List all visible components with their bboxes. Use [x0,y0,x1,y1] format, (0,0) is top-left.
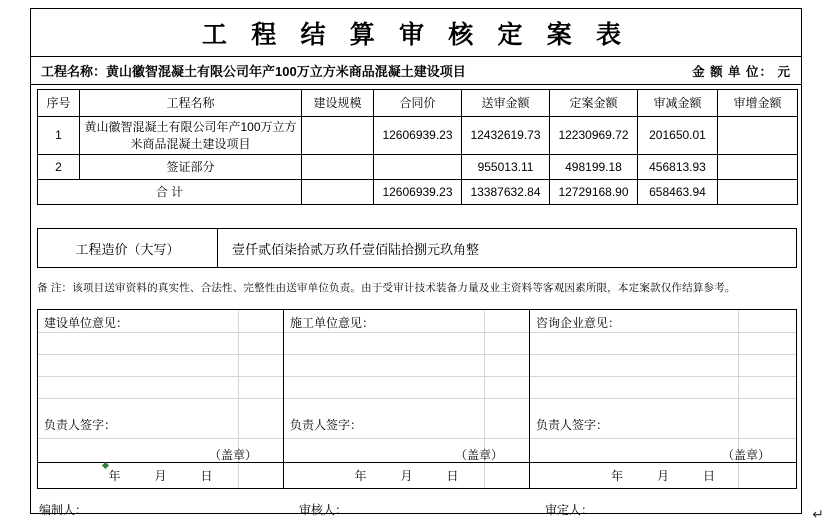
cell-increased [718,117,798,155]
subheader-row [31,57,801,85]
cell-total-contract: 12606939.23 [374,180,462,205]
page-title: 工 程 结 算 审 核 定 案 表 [201,21,630,49]
footer-signature-row [37,499,797,521]
col-header-name: 工程名称 [80,90,302,117]
opinion-signature-label: 负责人签字： [44,418,117,432]
opinion-construction-unit[interactable] [38,310,284,488]
col-header-scale: 建设规模 [302,90,374,117]
enter-icon: ↵ [812,506,824,522]
title-row [31,9,801,57]
cell-name: 签证部分 [80,155,302,180]
cell-approved: 498199.18 [550,155,638,180]
opinion-date-line [530,462,796,488]
amount-in-words-label: 工程造价（大写） [38,229,218,267]
approved-by-label: 审定人： [545,503,594,517]
table-row [38,117,798,155]
cell-total-increased [718,180,798,205]
opinion-date-line [284,462,529,488]
cell-name: 黄山徽智混凝土有限公司年产100万立方米商品混凝土建设项目 [80,117,302,155]
col-header-approved: 定案金额 [550,90,638,117]
opinion-header: 咨询企业意见： [536,316,621,330]
note-text: 备 注：该项目送审资料的真实性、合法性、完整性由送审单位负责。由于受审计技术装备力量及业主资料等客观因素所限，本定案款仅作结算参考。 [37,282,736,294]
col-header-submitted: 送审金额 [462,90,550,117]
cell-total-label: 合 计 [38,180,302,205]
cell-total-scale [302,180,374,205]
cell-submitted: 955013.11 [462,155,550,180]
reviewed-by-label: 审核人： [299,503,348,517]
col-header-contract: 合同价 [374,90,462,117]
cell-total-approved: 12729168.90 [550,180,638,205]
date-year: 年 [354,469,367,483]
opinion-header: 建设单位意见： [44,316,129,330]
opinion-signature-label: 负责人签字： [290,418,363,432]
table-row [38,155,798,180]
cell-reduced: 456813.93 [638,155,718,180]
date-year: 年 [610,469,623,483]
cell-no: 2 [38,155,80,180]
opinion-consulting-firm[interactable] [530,310,796,488]
cell-approved: 12230969.72 [550,117,638,155]
opinion-header: 施工单位意见： [290,316,375,330]
col-header-increased: 审增金额 [718,90,798,117]
opinion-signature-label: 负责人签字： [536,418,609,432]
form-frame [30,8,802,517]
cell-total-reduced: 658463.94 [638,180,718,205]
cell-total-submitted: 13387632.84 [462,180,550,205]
prepared-by-label: 编制人： [39,503,88,517]
cell-reduced: 201650.01 [638,117,718,155]
cell-scale [302,155,374,180]
cell-no: 1 [38,117,80,155]
table-total-row [38,180,798,205]
opinion-seal-label: （盖章） [454,448,503,462]
opinion-seal-label: （盖章） [721,448,770,462]
cell-submitted: 12432619.73 [462,117,550,155]
date-day: 日 [703,469,716,483]
col-header-no: 序号 [38,90,80,117]
cell-increased [718,155,798,180]
date-month: 月 [154,469,167,483]
opinions-block [37,309,797,489]
date-month: 月 [656,469,669,483]
table-header-row [38,90,798,117]
opinion-contractor-unit[interactable] [284,310,530,488]
cell-contract: 12606939.23 [374,117,462,155]
opinion-date-line [38,462,283,488]
opinion-seal-label: （盖章） [208,448,257,462]
col-header-reduced: 审减金额 [638,90,718,117]
date-month: 月 [400,469,413,483]
cell-contract [374,155,462,180]
date-day: 日 [446,469,459,483]
project-name-label: 工程名称：黄山徽智混凝土有限公司年产100万立方米商品混凝土建设项目 [41,64,466,79]
date-day: 日 [200,469,213,483]
amount-in-words-row [37,228,797,268]
cell-scale [302,117,374,155]
date-year: 年 [108,469,121,483]
amount-in-words-value: 壹仟贰佰柒拾贰万玖仟壹佰陆拾捌元玖角整 [232,241,480,257]
settlement-table [37,89,798,205]
amount-unit-label: 金 额 单 位： 元 [692,64,791,79]
